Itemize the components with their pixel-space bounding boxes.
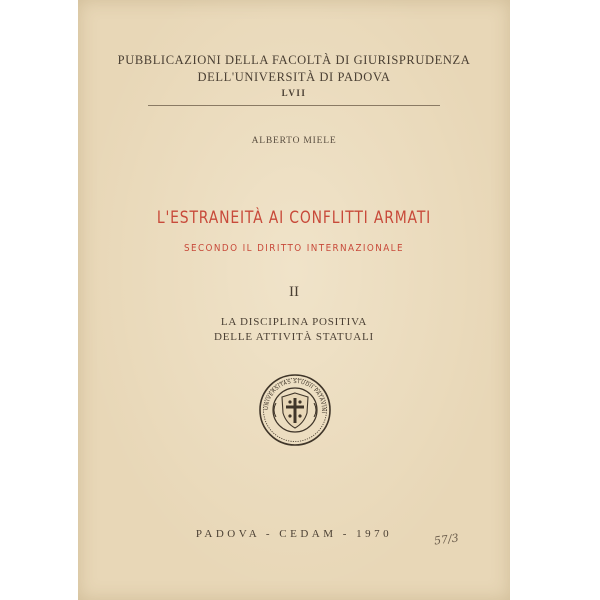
publisher-series-line-1: PUBBLICAZIONI DELLA FACOLTÀ DI GIURISPRUDENZA xyxy=(117,53,471,67)
title-page xyxy=(78,0,510,600)
handwritten-note: 57/3 xyxy=(433,531,460,548)
imprint-line: PADOVA - CEDAM - 1970 xyxy=(195,528,393,540)
volume-number: II xyxy=(289,284,299,300)
part-title-line-1: LA DISCIPLINA POSITIVA xyxy=(220,316,368,328)
author-name: ALBERTO MIELE xyxy=(251,136,337,146)
part-title-line-2: DELLE ATTIVITÀ STATUALI xyxy=(214,331,374,343)
book-subtitle: SECONDO IL DIRITTO INTERNAZIONALE xyxy=(184,243,404,254)
series-number: LVII xyxy=(281,88,307,98)
divider-rule xyxy=(148,105,440,106)
university-seal-icon xyxy=(258,373,332,447)
book-title: L'ESTRANEITÀ AI CONFLITTI ARMATI xyxy=(156,208,432,228)
publisher-series-line-2: DELL'UNIVERSITÀ DI PADOVA xyxy=(197,70,391,84)
seal-ring-text: UNIVERSITAS STUDII PATAVINI xyxy=(263,378,327,414)
